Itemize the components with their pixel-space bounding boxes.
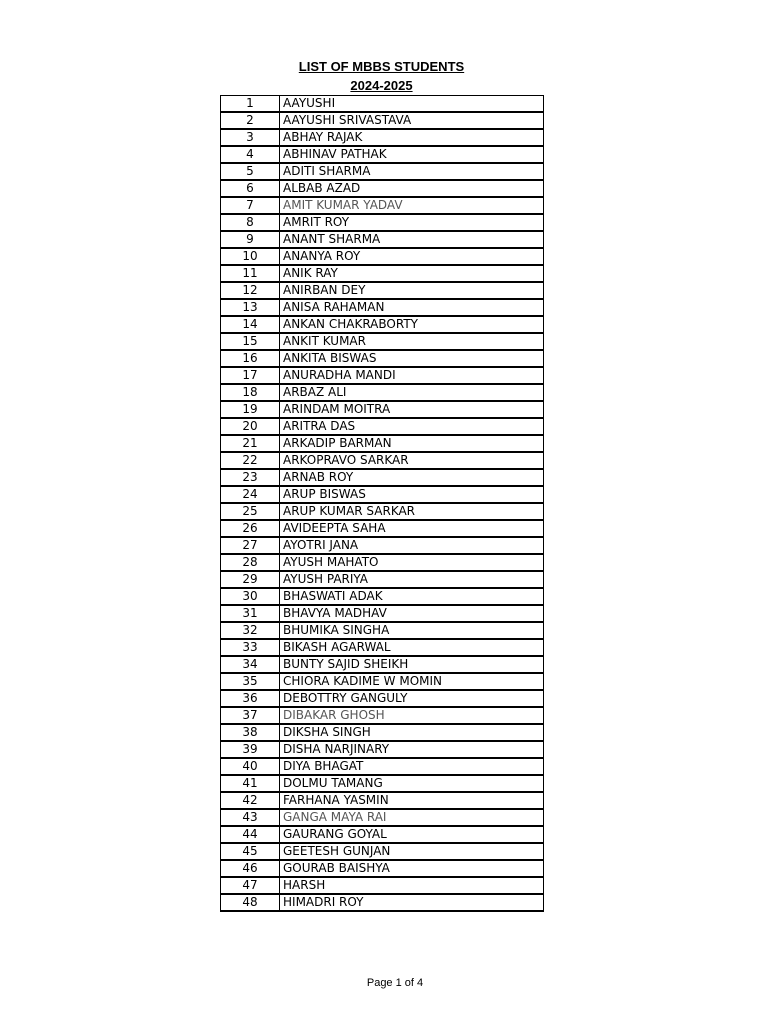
serial-number: 39 bbox=[221, 741, 280, 758]
student-name: ANIK RAY bbox=[280, 265, 544, 282]
table-row bbox=[221, 639, 544, 656]
serial-number: 21 bbox=[221, 435, 280, 452]
serial-number: 7 bbox=[221, 197, 280, 214]
table-row bbox=[221, 435, 544, 452]
serial-number: 41 bbox=[221, 775, 280, 792]
student-name: AAYUSHI bbox=[280, 96, 544, 113]
student-name: ARKOPRAVO SARKAR bbox=[280, 452, 544, 469]
table-row bbox=[221, 894, 544, 911]
serial-number: 48 bbox=[221, 894, 280, 911]
serial-number: 24 bbox=[221, 486, 280, 503]
serial-number: 36 bbox=[221, 690, 280, 707]
table-row bbox=[221, 537, 544, 554]
table-row bbox=[221, 656, 544, 673]
table-row bbox=[221, 809, 544, 826]
student-name: BIKASH AGARWAL bbox=[280, 639, 544, 656]
student-name: ANANT SHARMA bbox=[280, 231, 544, 248]
table-row bbox=[221, 384, 544, 401]
student-name: AVIDEEPTA SAHA bbox=[280, 520, 544, 537]
student-name: DIKSHA SINGH bbox=[280, 724, 544, 741]
table-row bbox=[221, 299, 544, 316]
serial-number: 34 bbox=[221, 656, 280, 673]
table-row bbox=[221, 571, 544, 588]
student-name: BHAVYA MADHAV bbox=[280, 605, 544, 622]
student-name: ARITRA DAS bbox=[280, 418, 544, 435]
serial-number: 15 bbox=[221, 333, 280, 350]
serial-number: 37 bbox=[221, 707, 280, 724]
session-year: 2024-2025 bbox=[350, 78, 413, 93]
student-name: BHUMIKA SINGHA bbox=[280, 622, 544, 639]
student-name: HARSH bbox=[280, 877, 544, 894]
serial-number: 9 bbox=[221, 231, 280, 248]
serial-number: 31 bbox=[221, 605, 280, 622]
student-name: ABHAY RAJAK bbox=[280, 129, 544, 146]
page-number: Page 1 of 4 bbox=[366, 977, 424, 989]
student-name: FARHANA YASMIN bbox=[280, 792, 544, 809]
student-name: ANKIT KUMAR bbox=[280, 333, 544, 350]
student-name: ANURADHA MANDI bbox=[280, 367, 544, 384]
student-name: BHASWATI ADAK bbox=[280, 588, 544, 605]
student-name: AMRIT ROY bbox=[280, 214, 544, 231]
table-row bbox=[221, 588, 544, 605]
student-name: ARKADIP BARMAN bbox=[280, 435, 544, 452]
serial-number: 4 bbox=[221, 146, 280, 163]
serial-number: 13 bbox=[221, 299, 280, 316]
serial-number: 12 bbox=[221, 282, 280, 299]
student-name: ALBAB AZAD bbox=[280, 180, 544, 197]
table-row bbox=[221, 758, 544, 775]
serial-number: 20 bbox=[221, 418, 280, 435]
serial-number: 33 bbox=[221, 639, 280, 656]
serial-number: 2 bbox=[221, 112, 280, 129]
student-name: BUNTY SAJID SHEIKH bbox=[280, 656, 544, 673]
table-row bbox=[221, 503, 544, 520]
table-row bbox=[221, 367, 544, 384]
serial-number: 18 bbox=[221, 384, 280, 401]
table-row bbox=[221, 146, 544, 163]
student-name: AAYUSHI SRIVASTAVA bbox=[280, 112, 544, 129]
serial-number: 25 bbox=[221, 503, 280, 520]
student-name: GEETESH GUNJAN bbox=[280, 843, 544, 860]
table-row bbox=[221, 282, 544, 299]
serial-number: 14 bbox=[221, 316, 280, 333]
student-name: GAURANG GOYAL bbox=[280, 826, 544, 843]
student-name: AYUSH PARIYA bbox=[280, 571, 544, 588]
serial-number: 32 bbox=[221, 622, 280, 639]
table-row bbox=[221, 860, 544, 877]
student-table-body bbox=[221, 96, 544, 912]
table-row bbox=[221, 826, 544, 843]
table-row bbox=[221, 724, 544, 741]
student-name: AYOTRI JANA bbox=[280, 537, 544, 554]
table-row bbox=[221, 96, 544, 113]
serial-number: 47 bbox=[221, 877, 280, 894]
student-name: GANGA MAYA RAI bbox=[280, 809, 544, 826]
table-row bbox=[221, 469, 544, 486]
serial-number: 29 bbox=[221, 571, 280, 588]
student-name: ARUP KUMAR SARKAR bbox=[280, 503, 544, 520]
student-name: ARBAZ ALI bbox=[280, 384, 544, 401]
student-name: ANKAN CHAKRABORTY bbox=[280, 316, 544, 333]
table-row bbox=[221, 452, 544, 469]
serial-number: 1 bbox=[221, 96, 280, 113]
serial-number: 23 bbox=[221, 469, 280, 486]
serial-number: 17 bbox=[221, 367, 280, 384]
serial-number: 45 bbox=[221, 843, 280, 860]
serial-number: 43 bbox=[221, 809, 280, 826]
serial-number: 16 bbox=[221, 350, 280, 367]
student-name: DEBOTTRY GANGULY bbox=[280, 690, 544, 707]
student-name: ANISA RAHAMAN bbox=[280, 299, 544, 316]
serial-number: 30 bbox=[221, 588, 280, 605]
serial-number: 11 bbox=[221, 265, 280, 282]
table-row bbox=[221, 163, 544, 180]
student-name: DISHA NARJINARY bbox=[280, 741, 544, 758]
student-name: DIYA BHAGAT bbox=[280, 758, 544, 775]
serial-number: 22 bbox=[221, 452, 280, 469]
student-name: ARUP BISWAS bbox=[280, 486, 544, 503]
serial-number: 5 bbox=[221, 163, 280, 180]
student-name: ANANYA ROY bbox=[280, 248, 544, 265]
table-row bbox=[221, 792, 544, 809]
table-row bbox=[221, 214, 544, 231]
table-row bbox=[221, 401, 544, 418]
student-name: ANKITA BISWAS bbox=[280, 350, 544, 367]
student-name: ANIRBAN DEY bbox=[280, 282, 544, 299]
table-row bbox=[221, 673, 544, 690]
table-row bbox=[221, 707, 544, 724]
student-name: GOURAB BAISHYA bbox=[280, 860, 544, 877]
student-name: ABHINAV PATHAK bbox=[280, 146, 544, 163]
student-name: AMIT KUMAR YADAV bbox=[280, 197, 544, 214]
table-row bbox=[221, 112, 544, 129]
table-row bbox=[221, 520, 544, 537]
table-row bbox=[221, 843, 544, 860]
student-name: CHIORA KADIME W MOMIN bbox=[280, 673, 544, 690]
serial-number: 19 bbox=[221, 401, 280, 418]
table-row bbox=[221, 775, 544, 792]
serial-number: 28 bbox=[221, 554, 280, 571]
table-row bbox=[221, 350, 544, 367]
student-name: AYUSH MAHATO bbox=[280, 554, 544, 571]
student-name: ARNAB ROY bbox=[280, 469, 544, 486]
student-name: DIBAKAR GHOSH bbox=[280, 707, 544, 724]
serial-number: 42 bbox=[221, 792, 280, 809]
student-name: DOLMU TAMANG bbox=[280, 775, 544, 792]
table-row bbox=[221, 129, 544, 146]
student-name: ADITI SHARMA bbox=[280, 163, 544, 180]
table-row bbox=[221, 197, 544, 214]
student-name: ARINDAM MOITRA bbox=[280, 401, 544, 418]
table-row bbox=[221, 622, 544, 639]
table-row bbox=[221, 265, 544, 282]
table-row bbox=[221, 231, 544, 248]
table-row bbox=[221, 605, 544, 622]
serial-number: 46 bbox=[221, 860, 280, 877]
student-table bbox=[220, 95, 544, 912]
table-row bbox=[221, 877, 544, 894]
table-row bbox=[221, 418, 544, 435]
serial-number: 6 bbox=[221, 180, 280, 197]
serial-number: 8 bbox=[221, 214, 280, 231]
table-row bbox=[221, 554, 544, 571]
table-row bbox=[221, 333, 544, 350]
table-row bbox=[221, 486, 544, 503]
serial-number: 40 bbox=[221, 758, 280, 775]
table-row bbox=[221, 180, 544, 197]
document-title: LIST OF MBBS STUDENTS bbox=[298, 59, 465, 74]
serial-number: 27 bbox=[221, 537, 280, 554]
serial-number: 3 bbox=[221, 129, 280, 146]
table-row bbox=[221, 316, 544, 333]
serial-number: 10 bbox=[221, 248, 280, 265]
table-row bbox=[221, 741, 544, 758]
serial-number: 44 bbox=[221, 826, 280, 843]
serial-number: 38 bbox=[221, 724, 280, 741]
table-row bbox=[221, 690, 544, 707]
serial-number: 35 bbox=[221, 673, 280, 690]
student-name: HIMADRI ROY bbox=[280, 894, 544, 911]
table-row bbox=[221, 248, 544, 265]
serial-number: 26 bbox=[221, 520, 280, 537]
